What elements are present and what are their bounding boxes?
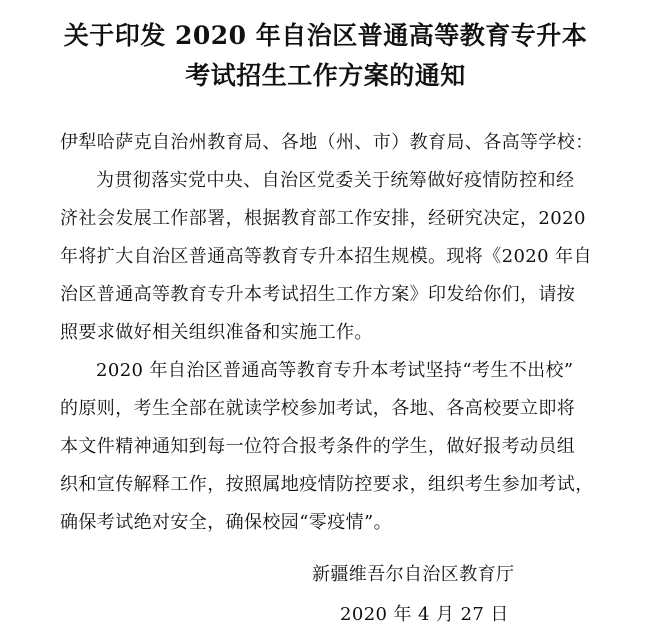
salutation: 伊犁哈萨克自治州教育局、各地（州、市）教育局、各高等学校：: [60, 132, 594, 153]
paragraph-1-line-3: 年将扩大自治区普通高等教育专升本招生规模。现将《2020 年自: [60, 246, 592, 267]
paragraph-1-line-5: 照要求做好相关组织准备和实施工作。: [60, 322, 373, 343]
document-title-line-1: 关于印发 2020 年自治区普通高等教育专升本: [63, 21, 588, 50]
paragraph-2-line-5: 确保考试绝对安全，确保校园“零疫情”。: [60, 512, 393, 533]
document-title-line-2: 考试招生工作方案的通知: [185, 61, 466, 90]
paragraph-2-line-3: 本文件精神通知到每一位符合报考条件的学生，做好报考动员组: [60, 436, 576, 457]
paragraph-2-line-1: 2020 年自治区普通高等教育专升本考试坚持“考生不出校”: [96, 360, 574, 381]
paragraph-1-line-2: 济社会发展工作部署，根据教育部工作安排，经研究决定，2020: [60, 208, 586, 229]
paragraph-2-line-2: 的原则，考生全部在就读学校参加考试，各地、各高校要立即将: [60, 398, 576, 419]
signature-organization: 新疆维吾尔自治区教育厅: [312, 564, 515, 585]
paragraph-1-line-4: 治区普通高等教育专升本考试招生工作方案》印发给你们，请按: [60, 284, 576, 305]
paragraph-1-line-1: 为贯彻落实党中央、自治区党委关于统筹做好疫情防控和经: [96, 170, 575, 191]
signature-date: 2020 年 4 月 27 日: [340, 604, 509, 625]
paragraph-2-line-4: 织和宣传解释工作，按照属地疫情防控要求，组织考生参加考试，: [60, 474, 594, 495]
